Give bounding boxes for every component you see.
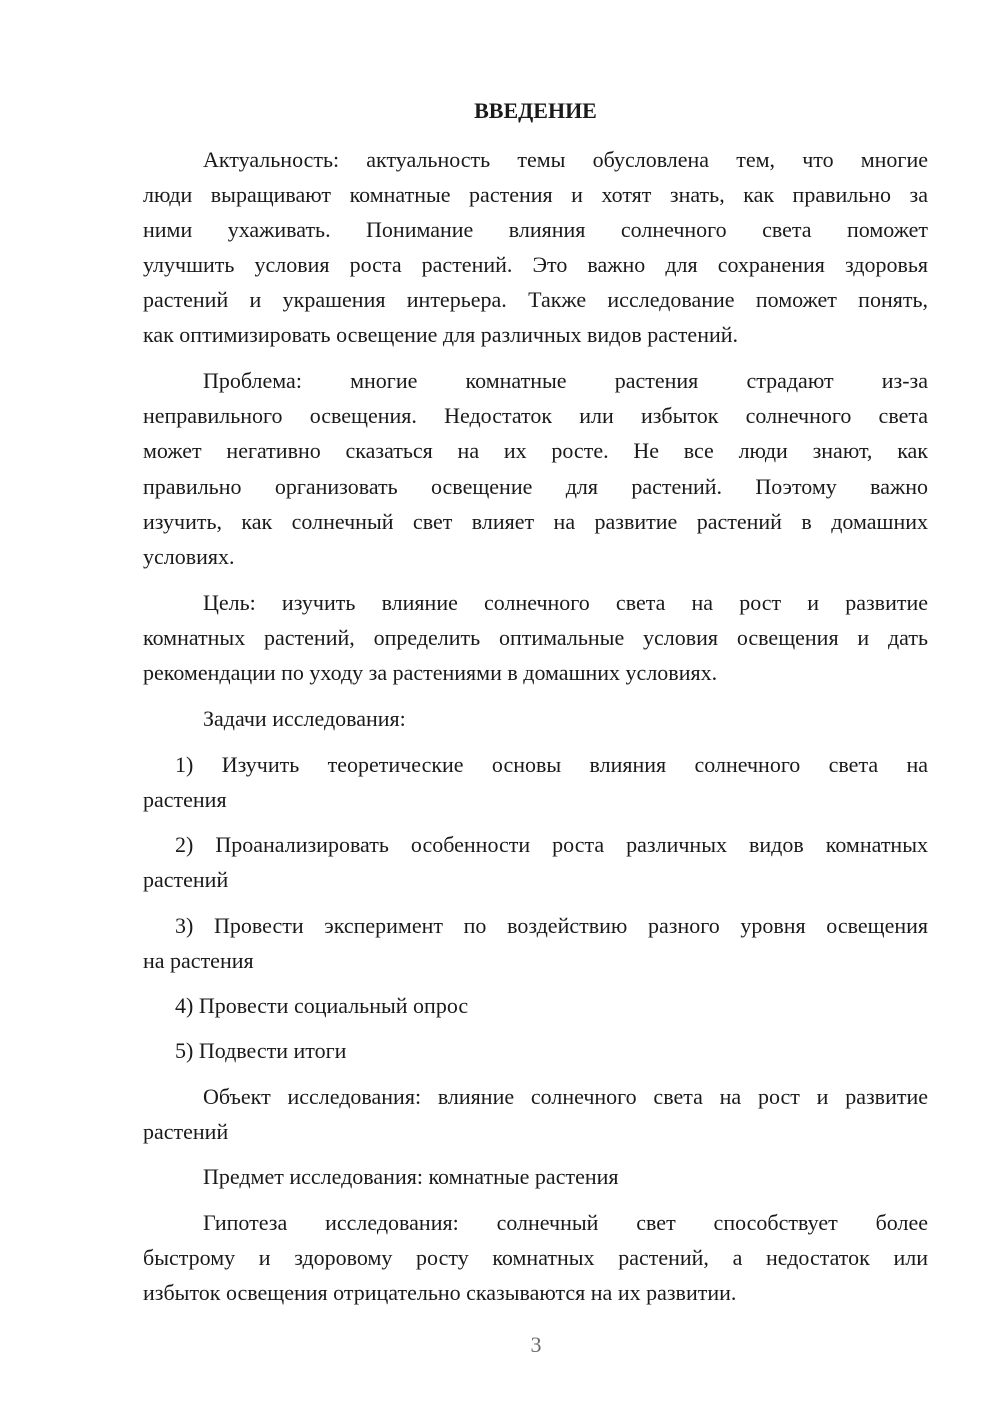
text-line: изучить, как солнечный свет влияет на развитие растений в домашних — [143, 509, 928, 534]
text-line: как оптимизировать освещение для различных видов растений. — [143, 322, 739, 347]
text-line: условиях. — [143, 544, 235, 569]
text-line: Гипотеза исследования: солнечный свет способствует более — [203, 1210, 928, 1235]
page-title: ВВЕДЕНИЕ — [474, 98, 597, 123]
text-line: правильно организовать освещение для растений. Поэтому важно — [143, 474, 928, 499]
text-line: люди выращивают комнатные растения и хотят знать, как правильно за — [143, 182, 928, 207]
text-line: растения — [143, 787, 227, 812]
text-line: избыток освещения отрицательно сказываются на их развитии. — [143, 1280, 737, 1305]
text-line: 1) Изучить теоретические основы влияния солнечного света на — [175, 752, 928, 777]
paragraph-subject: Предмет исследования: комнатные растения — [203, 1164, 619, 1189]
text-line: неправильного освещения. Недостаток или избыток солнечного света — [143, 403, 928, 428]
text-line: ними ухаживать. Понимание влияния солнечного света поможет — [143, 217, 928, 242]
text-line: комнатных растений, определить оптимальные условия освещения и дать — [143, 625, 928, 650]
text-line: Объект исследования: влияние солнечного света на рост и развитие — [203, 1084, 928, 1109]
text-line: 5) Подвести итоги — [175, 1038, 347, 1063]
page-number: 3 — [530, 1332, 542, 1357]
text-line: растений — [143, 867, 229, 892]
text-line: рекомендации по уходу за растениями в домашних условиях. — [143, 660, 718, 685]
text-line: 3) Провести эксперимент по воздействию разного уровня освещения — [175, 913, 928, 938]
text-line: растений — [143, 1119, 229, 1144]
text-line: может негативно сказаться на их росте. Не все люди знают, как — [143, 438, 928, 463]
text-line: быстрому и здоровому росту комнатных растений, а недостаток или — [143, 1245, 928, 1270]
text-line: 4) Провести социальный опрос — [175, 993, 469, 1018]
text-line: Актуальность: актуальность темы обусловлена тем, что многие — [203, 147, 928, 172]
text-line: Цель: изучить влияние солнечного света на рост и развитие — [203, 590, 928, 615]
text-line: Проблема: многие комнатные растения страдают из-за — [203, 368, 928, 393]
text-line: улучшить условия роста растений. Это важно для сохранения здоровья — [143, 252, 928, 277]
tasks-heading: Задачи исследования: — [203, 706, 406, 731]
text-line: на растения — [143, 948, 254, 973]
text-line: растений и украшения интерьера. Также исследование поможет понять, — [143, 287, 928, 312]
text-line: 2) Проанализировать особенности роста различных видов комнатных — [175, 832, 928, 857]
